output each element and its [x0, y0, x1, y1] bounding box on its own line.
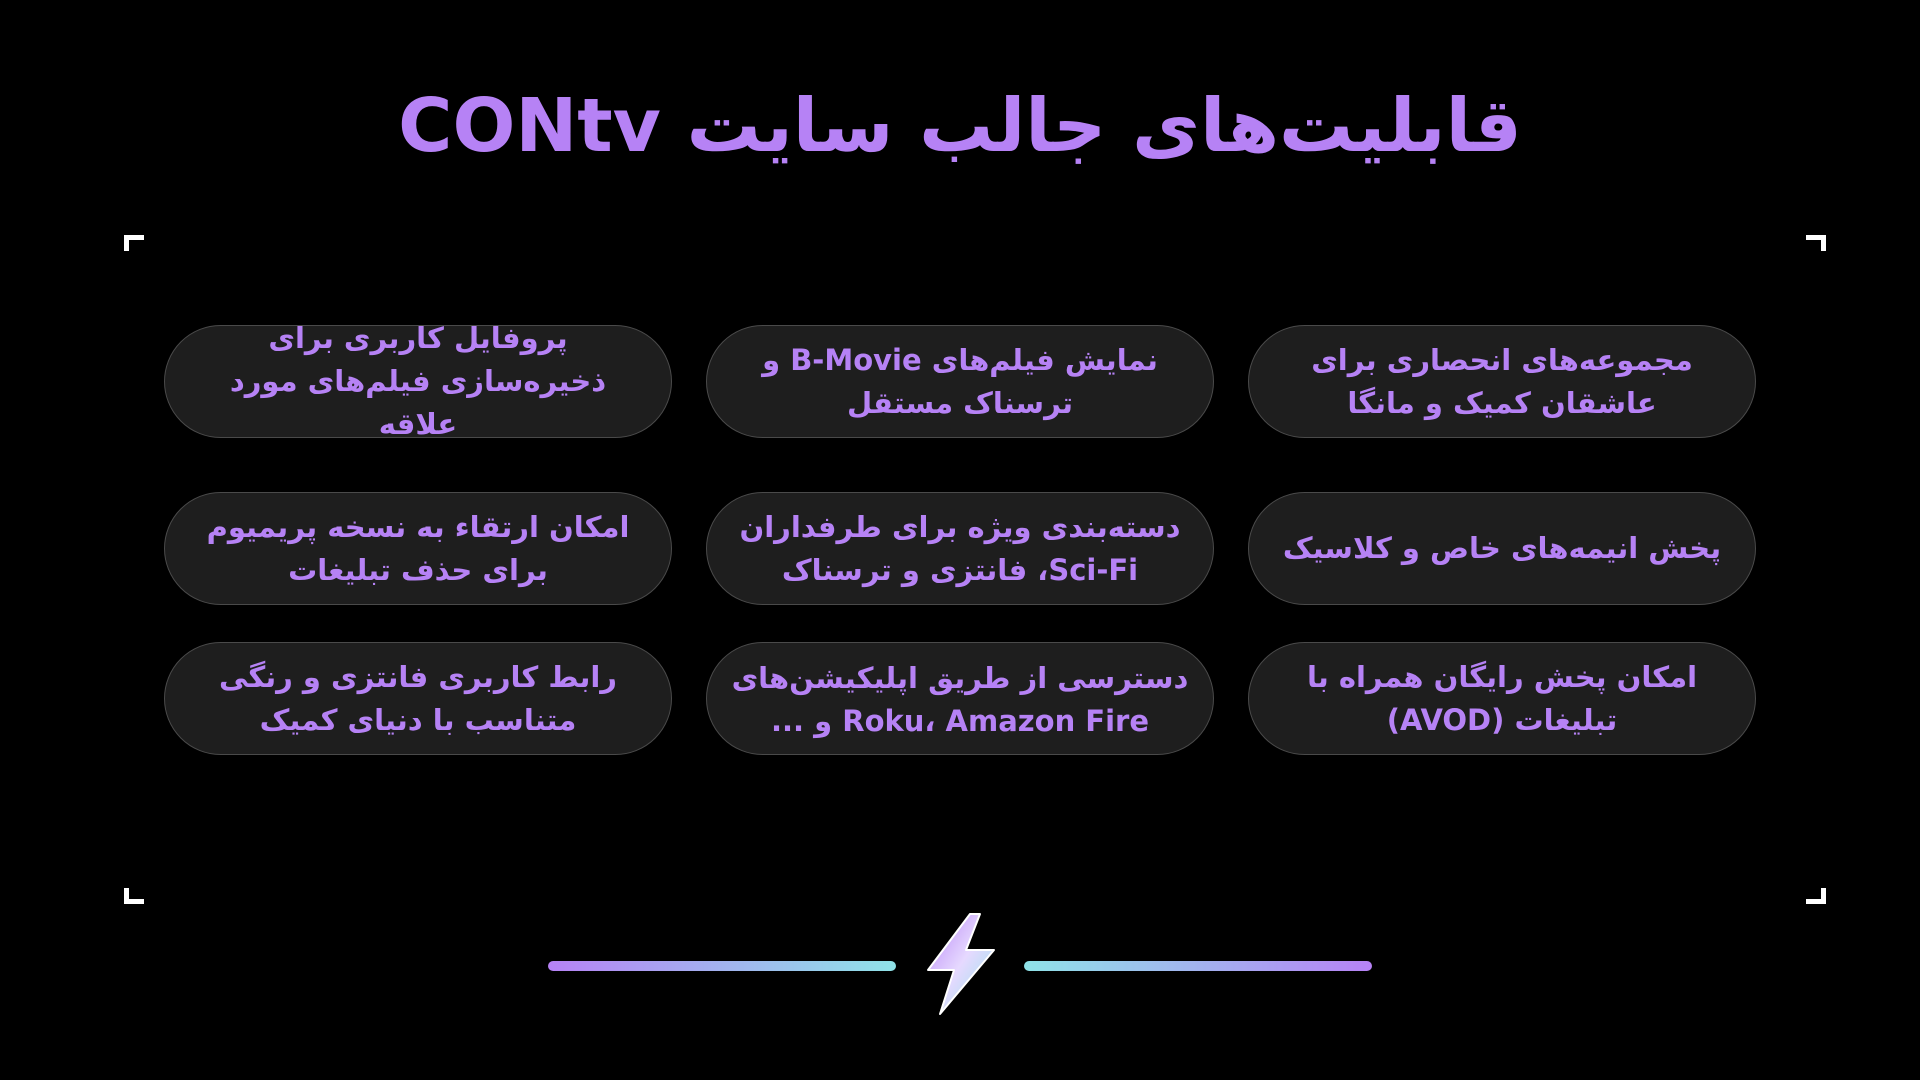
- feature-card-premium: [164, 492, 672, 605]
- feature-text: پخش انیمه‌های خاص و کلاسیک: [1282, 531, 1722, 565]
- feature-text: دسته‌بندی ویژه برای طرفداران Sci-Fi، فانتزی و ترسناک: [739, 509, 1181, 587]
- corner-bracket-top-left: [124, 235, 144, 251]
- feature-card-bmovies: [706, 325, 1214, 438]
- feature-card-apps: [706, 642, 1214, 755]
- feature-text: دسترسی از طریق اپلیکیشن‌های Roku، Amazon Fire و ...: [731, 661, 1189, 738]
- feature-text: نمایش فیلم‌های B-Movie و ترسناک مستقل: [762, 342, 1158, 420]
- feature-card-fantasy-ui: [164, 642, 672, 755]
- lightning-bolt-icon: [918, 912, 1002, 1016]
- feature-text: امکان پخش رایگان همراه با تبلیغات (AVOD): [1306, 659, 1698, 737]
- corner-bracket-top-right: [1806, 235, 1826, 251]
- feature-card-categories: [706, 492, 1214, 605]
- feature-card-user-profile: [164, 321, 672, 441]
- feature-text: امکان ارتقاء به نسخه پریمیوم برای حذف تبلیغات: [206, 509, 630, 587]
- feature-card-exclusive-comics: [1248, 325, 1756, 438]
- page-title: قابلیت‌های جالب سایت CONtv: [398, 83, 1522, 169]
- divider-line-right: [1024, 961, 1372, 971]
- corner-bracket-bottom-right: [1806, 888, 1826, 904]
- divider-line-left: [548, 961, 896, 971]
- corner-bracket-bottom-left: [124, 888, 144, 904]
- feature-text: پروفایل کاربری برای ذخیره‌سازی فیلم‌های مورد علاقه: [229, 321, 607, 441]
- feature-text: رابط کاربری فانتزی و رنگی متناسب با دنیای کمیک: [219, 659, 617, 737]
- feature-card-anime: [1248, 492, 1756, 605]
- feature-text: مجموعه‌های انحصاری برای عاشقان کمیک و مانگا: [1311, 342, 1693, 420]
- feature-card-avod: [1248, 642, 1756, 755]
